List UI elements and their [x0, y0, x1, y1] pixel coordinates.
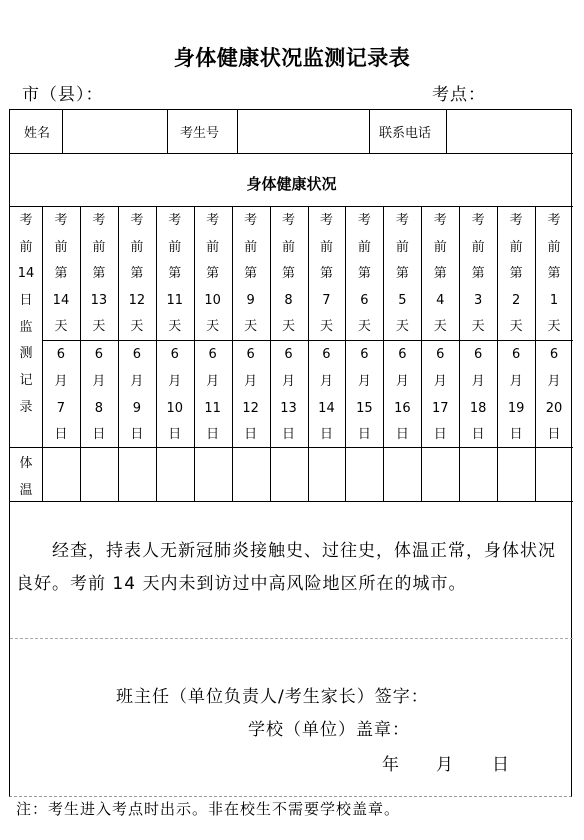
temperature-label: 体 温	[19, 456, 33, 498]
footnote: 注：考生进入考点时出示。非在校生不需要学校盖章。	[16, 800, 401, 818]
temperature-cell[interactable]	[460, 448, 496, 500]
divider	[167, 110, 168, 153]
days-before-exam-label: 考 前 第 6 天	[357, 213, 371, 334]
day-column	[459, 207, 497, 446]
temperature-cell[interactable]	[271, 448, 307, 500]
day-column	[497, 207, 535, 446]
temperature-cell[interactable]	[536, 448, 572, 500]
form-title: 身体健康状况监测记录表	[173, 46, 411, 70]
date-label: 6 月 15 日	[356, 347, 373, 443]
date-label: 6 月 17 日	[431, 347, 449, 443]
date-label: 6 月 8 日	[92, 347, 106, 443]
health-record-form	[9, 109, 572, 797]
days-before-exam-label: 考 前 第 9 天	[244, 213, 258, 334]
temperature-cell[interactable]	[498, 448, 534, 500]
days-before-exam-label: 考 前 第 13 天	[90, 213, 108, 334]
days-before-exam-label: 考 前 第 1 天	[547, 213, 561, 334]
health-statement: 经查，持表人无新冠肺炎接触史、过往史，体温正常，身体状况良好。考前 14 天内未到访过中高风险地区所在的城市。	[16, 541, 556, 594]
days-before-exam-label: 考 前 第 5 天	[395, 213, 409, 334]
date-label: 6 月 10 日	[166, 347, 184, 443]
phone-label: 联系电话	[379, 126, 432, 141]
divider	[10, 638, 573, 639]
date-label: 6 月 14 日	[318, 347, 335, 443]
exam-id-label: 考生号	[180, 126, 220, 141]
phone-field[interactable]	[447, 111, 571, 152]
exam-id-field[interactable]	[238, 111, 368, 152]
days-before-exam-label: 考 前 第 10 天	[204, 213, 221, 334]
day-column	[308, 207, 346, 446]
date-label: 6 月 16 日	[394, 347, 411, 443]
days-before-exam-label: 考 前 第 3 天	[471, 213, 485, 334]
date-label: 6 月 19 日	[507, 347, 525, 443]
date-label: 6 月 9 日	[130, 347, 144, 443]
teacher-signature-label: 班主任（单位负责人/考生家长）签字：	[116, 687, 429, 707]
day-column	[156, 207, 194, 446]
record-period-label: 考 前 14 日 监 测 记 录	[17, 213, 35, 415]
days-before-exam-label: 考 前 第 11 天	[166, 213, 184, 334]
temperature-cell[interactable]	[43, 448, 79, 500]
days-before-exam-label: 考 前 第 8 天	[282, 213, 296, 334]
temperature-cell[interactable]	[346, 448, 382, 500]
date-label: 6 月 12 日	[242, 347, 259, 443]
divider	[10, 153, 573, 154]
date-label: 6 月 7 日	[54, 347, 68, 443]
temperature-cell[interactable]	[81, 448, 117, 500]
day-column	[535, 207, 573, 446]
days-before-exam-label: 考 前 第 2 天	[509, 213, 523, 334]
temperature-cell[interactable]	[157, 448, 193, 500]
temperature-cell[interactable]	[422, 448, 458, 500]
exam-venue-label: 考点：	[432, 85, 486, 105]
temperature-cell[interactable]	[384, 448, 420, 500]
day-column	[118, 207, 156, 446]
temperature-cell[interactable]	[309, 448, 345, 500]
day-column	[194, 207, 232, 446]
divider	[369, 110, 370, 153]
days-before-exam-label: 考 前 第 12 天	[128, 213, 146, 334]
date-label: 6 月 18 日	[469, 347, 487, 443]
name-label: 姓名	[24, 126, 51, 141]
date-month-label: 月	[436, 755, 454, 775]
section-title: 身体健康状况	[246, 175, 337, 193]
day-column	[42, 207, 80, 446]
date-label: 6 月 11 日	[204, 347, 221, 443]
day-column	[80, 207, 118, 446]
school-seal-label: 学校（单位）盖章：	[248, 720, 410, 740]
date-label: 6 月 13 日	[280, 347, 297, 443]
divider	[10, 501, 573, 502]
day-column	[421, 207, 459, 446]
temperature-cell[interactable]	[195, 448, 231, 500]
name-field[interactable]	[63, 111, 166, 152]
temperature-cell[interactable]	[233, 448, 269, 500]
date-year-label: 年	[382, 755, 400, 775]
day-column	[345, 207, 383, 446]
day-column	[270, 207, 308, 446]
day-column	[232, 207, 270, 446]
city-county-label: 市（县）：	[22, 85, 104, 105]
date-label: 6 月 20 日	[545, 347, 563, 443]
date-day-label: 日	[492, 755, 510, 775]
days-before-exam-label: 考 前 第 7 天	[319, 213, 333, 334]
days-before-exam-label: 考 前 第 14 天	[52, 213, 70, 334]
day-column	[383, 207, 421, 446]
temperature-cell[interactable]	[119, 448, 155, 500]
days-before-exam-label: 考 前 第 4 天	[433, 213, 447, 334]
